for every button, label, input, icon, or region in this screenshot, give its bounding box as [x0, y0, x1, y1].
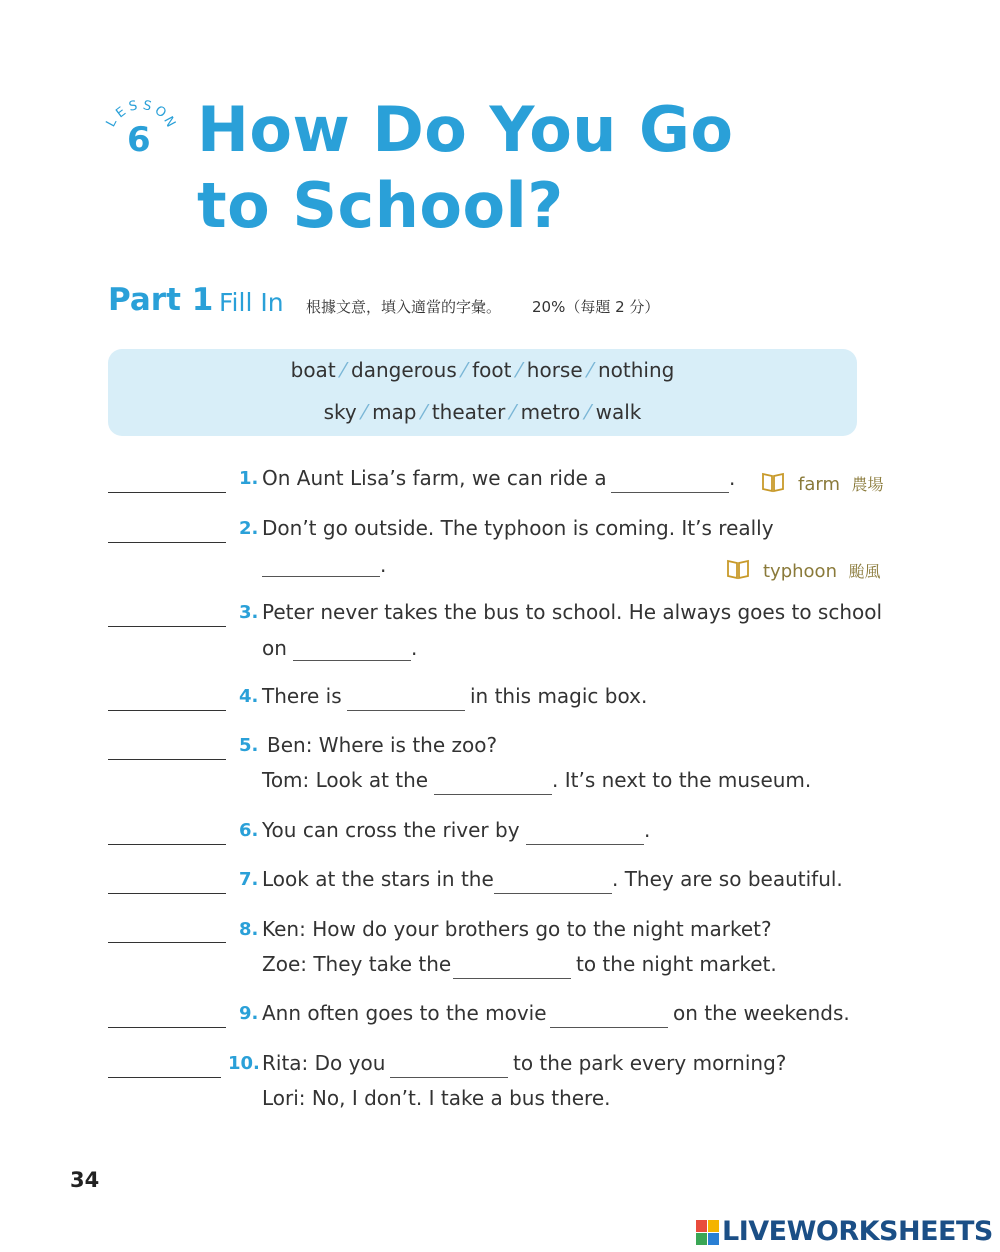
- separator: ⁄: [422, 400, 426, 424]
- question-3-line2: on: [262, 636, 287, 660]
- question-number-4: 4.: [239, 686, 259, 707]
- lesson-letter: S: [127, 97, 140, 115]
- part-subtitle: Fill In: [219, 288, 284, 317]
- note-typhoon: [763, 559, 880, 582]
- answer-field-8[interactable]: [108, 942, 226, 943]
- word-theater: theater: [431, 400, 506, 424]
- separator: ⁄: [362, 400, 367, 424]
- lesson-letter: L: [103, 115, 121, 130]
- answer-field-1[interactable]: [108, 492, 226, 493]
- question-number-3: 3.: [239, 602, 259, 623]
- inline-blank-6[interactable]: [526, 844, 644, 845]
- question-3-text: Peter never takes the bus to school. He always goes to school: [262, 600, 883, 624]
- question-8-text: Ken: How do your brothers go to the night market?: [262, 917, 772, 941]
- inline-blank-4[interactable]: [347, 710, 465, 711]
- part-instruction: 根據文意，填入適當的字彙。: [306, 298, 502, 316]
- question-10-end: to the park every morning?: [513, 1051, 787, 1075]
- question-5-end: . It’s next to the museum.: [552, 768, 812, 792]
- question-number-8: 8.: [239, 919, 259, 940]
- lesson-label: [103, 97, 179, 131]
- inline-blank-5[interactable]: [434, 794, 552, 795]
- inline-blank-8[interactable]: [453, 978, 571, 979]
- question-1-end: .: [729, 466, 736, 490]
- answer-field-6[interactable]: [108, 844, 226, 845]
- part-label: Part 1: [108, 282, 214, 318]
- separator: ⁄: [517, 358, 521, 382]
- book-icon: [761, 471, 785, 493]
- inline-blank-2[interactable]: [262, 576, 380, 577]
- answer-field-10[interactable]: [108, 1077, 221, 1078]
- question-8-end: to the night market.: [576, 952, 777, 976]
- separator: ⁄: [462, 358, 467, 382]
- title-line-2: to School?: [197, 169, 564, 242]
- word-foot: foot: [472, 358, 512, 382]
- question-number-1: 1.: [239, 468, 259, 489]
- inline-blank-7[interactable]: [494, 893, 612, 894]
- word-bank-row-1: [108, 358, 857, 382]
- question-10-line2: Lori: No, I don’t. I take a bus there.: [262, 1086, 611, 1110]
- page-number: 34: [70, 1168, 100, 1192]
- inline-blank-1[interactable]: [611, 492, 729, 493]
- question-4-text: There is: [262, 684, 342, 708]
- word-sky: sky: [323, 400, 357, 424]
- lesson-letter: E: [113, 103, 130, 121]
- question-number-6: 6.: [239, 820, 259, 841]
- answer-field-2[interactable]: [108, 542, 226, 543]
- note-word: farm: [798, 474, 840, 495]
- question-5-line2: Tom: Look at the: [262, 768, 429, 792]
- note-farm: [798, 472, 883, 495]
- logo-text: LIVEWORKSHEETS: [722, 1216, 993, 1247]
- word-bank: [108, 349, 857, 436]
- word-metro: metro: [520, 400, 581, 424]
- separator: ⁄: [341, 358, 345, 382]
- word-horse: horse: [526, 358, 583, 382]
- question-3-end: .: [411, 636, 418, 660]
- page-title: [197, 92, 734, 244]
- lesson-number: 6: [127, 120, 151, 160]
- inline-blank-10[interactable]: [390, 1077, 508, 1078]
- note-translation: 農場: [851, 475, 884, 494]
- inline-blank-3[interactable]: [293, 660, 411, 661]
- question-number-5: 5.: [239, 735, 259, 756]
- word-nothing: nothing: [598, 358, 675, 382]
- answer-field-3[interactable]: [108, 626, 226, 627]
- question-10-text: Rita: Do you: [262, 1051, 386, 1075]
- question-9-text: Ann often goes to the movie: [262, 1001, 547, 1025]
- word-map: map: [372, 400, 417, 424]
- note-translation: 颱風: [848, 562, 881, 581]
- part-score: 20%（每題 2 分）: [532, 298, 660, 316]
- lesson-letter: O: [151, 102, 170, 122]
- note-word: typhoon: [763, 561, 837, 582]
- question-6-text: You can cross the river by: [262, 818, 520, 842]
- question-6-end: .: [644, 818, 651, 842]
- lesson-letter: S: [141, 97, 154, 115]
- question-number-9: 9.: [239, 1003, 259, 1024]
- logo-icon: [696, 1220, 720, 1246]
- question-number-2: 2.: [239, 518, 259, 539]
- answer-field-4[interactable]: [108, 710, 226, 711]
- title-line-1: How Do You Go: [197, 93, 734, 166]
- lesson-letter: N: [160, 114, 179, 131]
- separator: ⁄: [511, 400, 515, 424]
- question-7-end: . They are so beautiful.: [612, 867, 843, 891]
- answer-field-9[interactable]: [108, 1027, 226, 1028]
- separator: ⁄: [586, 400, 590, 424]
- question-2-text: Don’t go outside. The typhoon is coming. It’s really: [262, 516, 774, 540]
- question-2-end: .: [380, 553, 387, 577]
- answer-field-5[interactable]: [108, 759, 226, 760]
- word-dangerous: dangerous: [351, 358, 457, 382]
- word-boat: boat: [290, 358, 336, 382]
- answer-field-7[interactable]: [108, 893, 226, 894]
- question-number-10: 10.: [228, 1053, 260, 1074]
- question-1-text: On Aunt Lisa’s farm, we can ride a: [262, 466, 607, 490]
- inline-blank-9[interactable]: [550, 1027, 668, 1028]
- question-number-7: 7.: [239, 869, 259, 890]
- question-8-line2: Zoe: They take the: [262, 952, 452, 976]
- question-5-text: Ben: Where is the zoo?: [267, 733, 498, 757]
- word-walk: walk: [595, 400, 642, 424]
- separator: ⁄: [588, 358, 592, 382]
- question-4-end: in this magic box.: [470, 684, 648, 708]
- book-icon: [726, 558, 750, 580]
- question-7-text: Look at the stars in the: [262, 867, 494, 891]
- word-bank-row-2: [108, 400, 857, 424]
- question-9-end: on the weekends.: [673, 1001, 850, 1025]
